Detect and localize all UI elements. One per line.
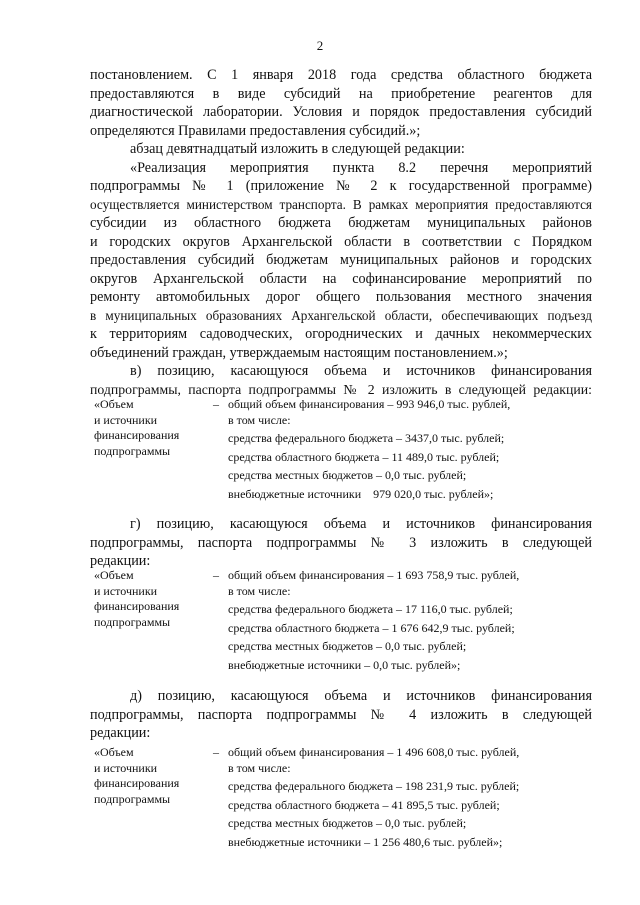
financing-label: [94, 745, 204, 807]
text-line: субсидии из областного бюджета бюджетам муниципальных районов: [90, 215, 592, 231]
text-line: в) позицию, касающуюся объема и источников финансирования: [130, 363, 592, 379]
label-line: подпрограммы: [94, 791, 171, 806]
text-line: объединений граждан, утверждаемым настоящим постановлением.»;: [90, 344, 508, 361]
text-line: подпрограммы, паспорта подпрограммы № 4 изложить в следующей: [90, 706, 592, 723]
page-number: 2: [316, 38, 324, 53]
text-line: постановлением. С 1 января 2018 года средства областного бюджета: [90, 67, 592, 83]
label-line: «Объем: [94, 397, 134, 411]
text-line: «Реализация мероприятия пункта 8.2 перечня мероприятий: [130, 159, 592, 176]
text-line: подпрограммы, паспорта подпрограммы № 2 изложить в следующей редакции:: [90, 381, 592, 397]
text-line: д) позицию, касающуюся объема и источников финансирования: [130, 688, 592, 704]
text-line: диагностической лаборатории. Условия и порядок предоставления субсидий: [90, 104, 592, 120]
dash: –: [213, 397, 219, 411]
label-line: и источники: [94, 760, 158, 775]
financing-item: общий объем финансирования – 1 496 608,0 тыс. рублей,: [228, 745, 520, 759]
text-line: осуществляется министерством транспорта. В рамках мероприятия предоставляются: [90, 196, 592, 212]
text-line: редакции:: [90, 725, 151, 741]
label-line: финансирования: [94, 776, 180, 790]
text-line: ремонту автомобильных дорог общего пользования местного значения: [90, 289, 592, 305]
paragraph-d: [90, 687, 592, 743]
label-line: финансирования: [94, 599, 180, 613]
financing-item: внебюджетные источники – 0,0 тыс. рублей»;: [228, 657, 461, 672]
text-line: абзац девятнадцатый изложить в следующей редакции:: [130, 141, 465, 157]
financing-item: средства федерального бюджета – 3437,0 тыс. рублей;: [228, 431, 505, 445]
financing-item: средства федерального бюджета – 17 116,0 тыс. рублей;: [228, 602, 513, 616]
financing-item: средства федерального бюджета – 198 231,9 тыс. рублей;: [228, 779, 520, 793]
financing-item: в том числе:: [228, 583, 291, 598]
financing-item: общий объем финансирования – 993 946,0 тыс. рублей,: [228, 397, 511, 411]
text-line: подпрограммы № 1 (приложение № 2 к государственной программе): [90, 178, 592, 194]
financing-item: средства областного бюджета – 11 489,0 тыс. рублей;: [228, 449, 500, 464]
paragraph-g: [90, 515, 592, 571]
financing-item: средства областного бюджета – 41 895,5 тыс. рублей;: [228, 797, 500, 812]
label-line: подпрограммы: [94, 614, 171, 629]
text-line: предоставляются в виде субсидий на приобретение реагентов для: [90, 85, 592, 102]
intro-paragraph: [90, 66, 592, 140]
financing-items: [228, 568, 608, 673]
financing-item: внебюджетные источники – 1 256 480,6 тыс. рублей»;: [228, 834, 503, 849]
text-line: округов Архангельской области на софинансирование мероприятий по: [90, 270, 592, 287]
text-line: редакции:: [90, 553, 151, 569]
paragraph-19: [90, 140, 592, 399]
text-line: к территориям садоводческих, огороднических и дачных некоммерческих: [90, 326, 592, 342]
financing-item: средства местных бюджетов – 0,0 тыс. рублей;: [228, 816, 467, 830]
financing-item: в том числе:: [228, 760, 291, 775]
label-line: подпрограммы: [94, 443, 171, 458]
dash: –: [213, 745, 219, 759]
label-line: «Объем: [94, 568, 134, 582]
label-line: «Объем: [94, 745, 134, 759]
financing-item: в том числе:: [228, 412, 291, 427]
financing-items: [228, 745, 608, 850]
financing-item: общий объем финансирования – 1 693 758,9 тыс. рублей,: [228, 568, 520, 582]
text-line: подпрограммы, паспорта подпрограммы № 3 изложить в следующей: [90, 534, 592, 551]
text-line: предоставления субсидий бюджетам муниципальных районов и городских: [90, 252, 592, 268]
text-line: г) позицию, касающуюся объема и источников финансирования: [130, 516, 592, 532]
text-line: в муниципальных образованиях Архангельской области, обеспечивающих подъезд: [90, 307, 592, 323]
label-line: и источники: [94, 583, 158, 598]
text-line: и городских округов Архангельской области в соответствии с Порядком: [90, 233, 592, 250]
financing-item: средства местных бюджетов – 0,0 тыс. рублей;: [228, 639, 467, 653]
text-line: определяются Правилами предоставления субсидий.»;: [90, 122, 421, 139]
financing-label: [94, 568, 204, 630]
label-line: финансирования: [94, 428, 180, 442]
dash: –: [213, 568, 219, 582]
financing-item: средства местных бюджетов – 0,0 тыс. рублей;: [228, 468, 467, 482]
financing-label: [94, 397, 204, 459]
financing-item: внебюджетные источники 979 020,0 тыс. рублей»;: [228, 486, 494, 501]
financing-items: [228, 397, 608, 502]
financing-item: средства областного бюджета – 1 676 642,9 тыс. рублей;: [228, 620, 515, 635]
label-line: и источники: [94, 412, 158, 427]
